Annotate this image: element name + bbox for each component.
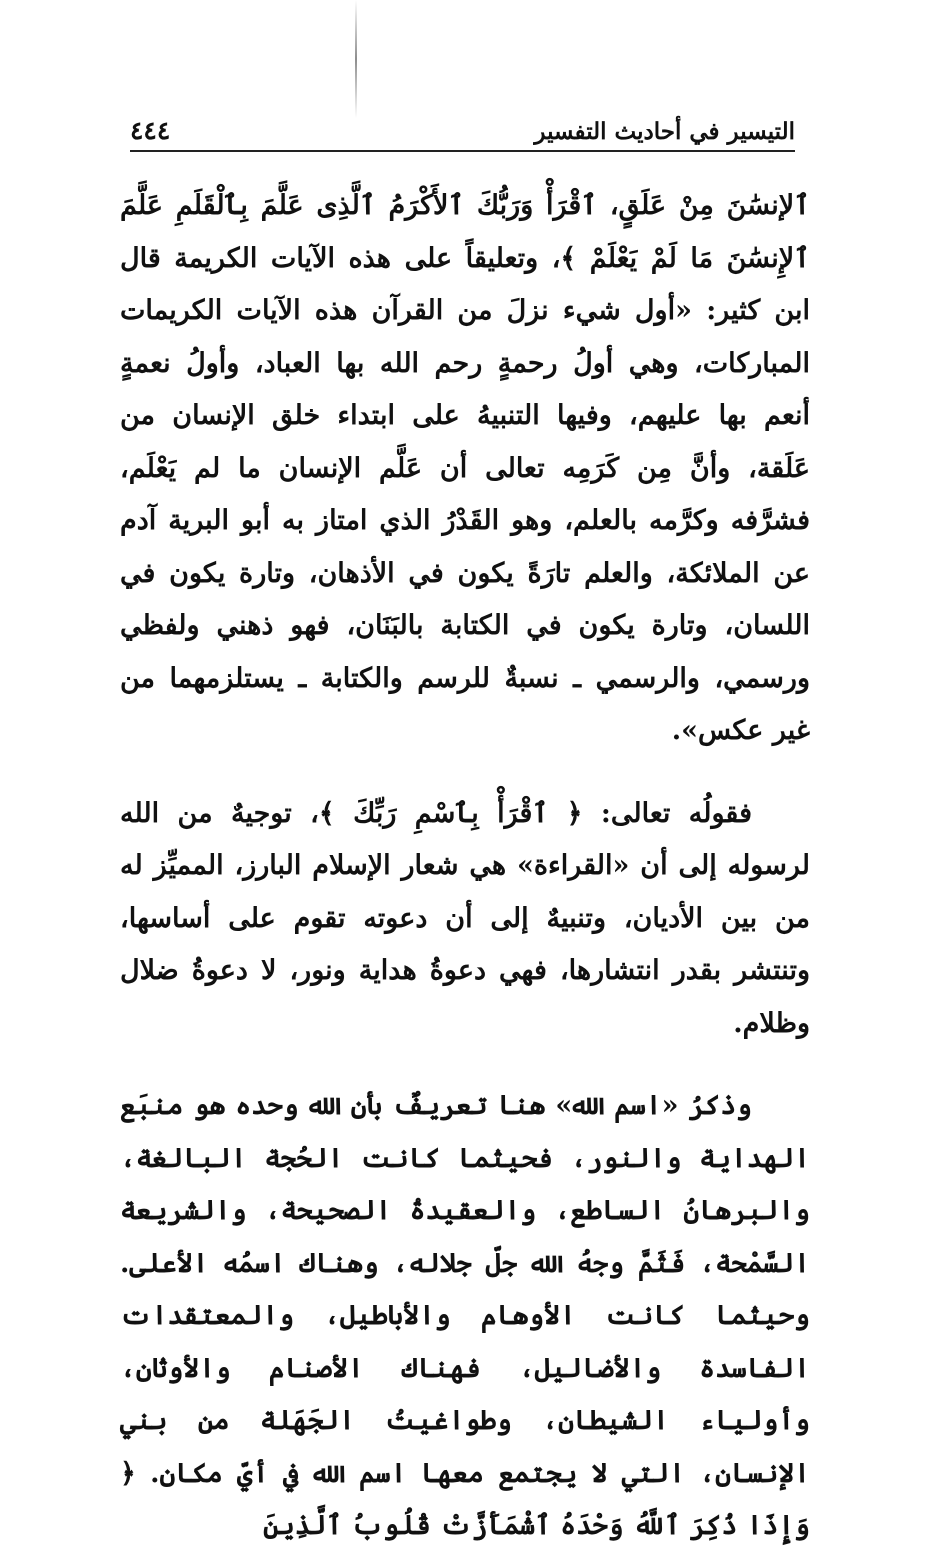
scan-artifact-line bbox=[355, 0, 357, 118]
paragraph-2: فقولُه تعالى: ﴿ ٱقْرَأْ بِٱسْمِ رَبِّكَ ﴾، توجيهٌ من الله لرسوله إلى أن «القراءة» هي شعار الإسلام البارز، المميِّز له من بين الأديان، وتنبيهٌ إلى أن دعوته تقوم على أساسها، وتنتشر بقدر انتشارها، فهي دعوةُ هداية ونور، لا دعوةُ ضلال وظلام. bbox=[120, 797, 810, 1039]
running-title: التيسير في أحاديث التفسير bbox=[534, 118, 795, 145]
page-number: ٤٤٤ bbox=[130, 116, 171, 145]
header-rule bbox=[130, 150, 795, 152]
page-header bbox=[130, 112, 795, 152]
paragraph-3: وذكرُ «اسم الله» هنا تعريفٌ بأن الله وحده هو منبَع الهداية والنور، فحيثما كانت الحُجة البالغة، والبرهانُ الساطع، والعقيدةُ الصحيحة، والشريعة السَّمْحة، فَثَمَّ وجهُ الله جلّ جلاله، وهناك اسمُه الأعلى. وحيثما كانت الأوهام والأباطيل، والمعتقدات الفاسدة والأضاليل، فهناك الأصنام والأوثان، وأولياء الشيطان، وطواغيتُ الجَهَلة من بني الإنسان، التي لا يجتمع معها اسم الله في أيّ مكان. ﴿ وَإِذَا ذُكِرَ ٱللَّهُ وَحْدَهُ ٱشْمَأَزَّتْ قُلُوبُ ٱلَّذِينَ bbox=[120, 1090, 810, 1541]
paragraph-1: ٱلإنسَٰنَ مِنْ عَلَقٍ، ٱقْرَأْ وَرَبُّكَ ٱلأَكْرَمُ ٱلَّذِى عَلَّمَ بِٱلْقَلَمِ عَلَّمَ ٱلإِنسَٰنَ مَا لَمْ يَعْلَمْ ﴾، وتعليقاً على هذه الآيات الكريمة قال ابن كثير: «أول شيء نزلَ من القرآن هذه الآيات الكريمات المباركات، وهي أولُ رحمةٍ رحم الله بها العباد، وأولُ نعمةٍ أنعم بها عليهم، وفيها التنبيهُ على ابتداء خلق الإنسان من عَلَقة، وأنَّ مِن كَرَمِه تعالى أن عَلَّم الإنسان ما لم يَعْلَم، فشرَّفه وكرَّمه بالعلم، وهو القَدْرُ الذي امتاز به أبو البرية آدم عن الملائكة، والعلم تارَةً يكون في الأذهان، وتارة يكون في اللسان، وتارة يكون في الكتابة بالبَنَان، فهو ذهني ولفظي ورسمي، والرسمي ـ نسبةٌ للرسم والكتابة ـ يستلزمهما من غير عكس». bbox=[120, 190, 810, 746]
page-body bbox=[120, 180, 810, 1553]
